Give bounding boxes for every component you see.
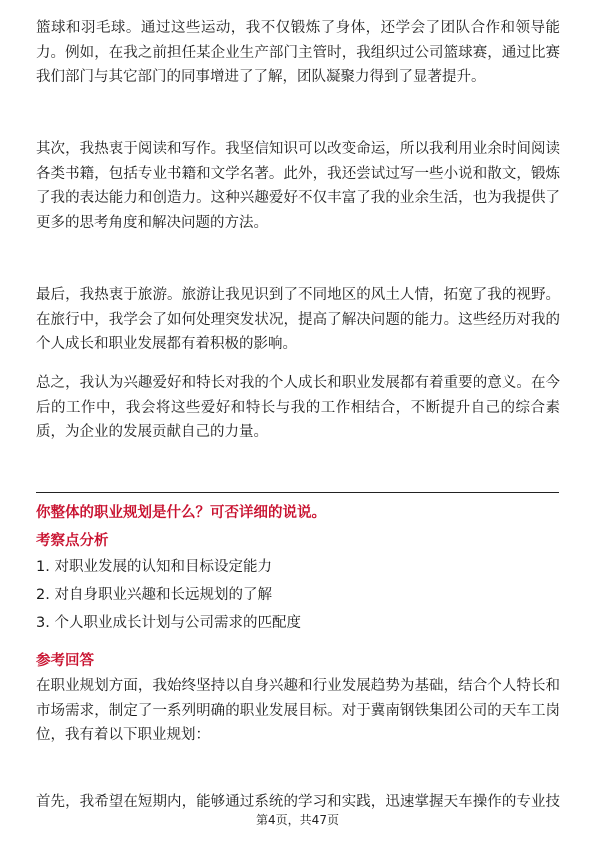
text-line: 我们部门与其它部门的同事增进了了解，团队凝聚力得到了显著提升。 [36,69,486,85]
analysis-item: 2. 对自身职业兴趣和长远规划的了解 [36,587,272,603]
text-line: 质，为企业的发展贡献自己的力量。 [36,424,268,440]
text-line: 后的工作中，我会将这些爱好和特长与我的工作相结合，不断提升自己的综合素 [36,399,560,416]
paragraph-summary [36,371,560,445]
text-line: 个人成长和职业发展都有着积极的影响。 [36,336,297,352]
text-line: 总之，我认为兴趣爱好和特长对我的个人成长和职业发展都有着重要的意义。在今 [36,375,560,391]
analysis-heading: 考察点分析 [36,533,109,549]
text-line: 在旅行中，我学会了如何处理突发状况，提高了解决问题的能力。这些经历对我的 [36,311,560,328]
page-number: 第4页，共47页 [256,813,339,827]
question-heading: 你整体的职业规划是什么？可否详细的说说。 [36,505,326,521]
answer-paragraph [36,674,560,748]
text-line: 各类书籍，包括专业书籍和文学名著。此外，我还尝试过写一些小说和散文，锻炼 [36,165,560,182]
text-line: 市场需求，制定了一系列明确的职业发展目标。对于冀南钢铁集团公司的天车工岗 [36,702,560,719]
text-line: 位，我有着以下职业规划： [36,727,210,743]
text-line: 其次，我热衷于阅读和写作。我坚信知识可以改变命运，所以我利用业余时间阅读 [36,141,560,157]
text-line: 篮球和羽毛球。通过这些运动，我不仅锻炼了身体，还学会了团队合作和领导能 [36,20,560,36]
text-line: 力。例如，在我之前担任某企业生产部门主管时，我组织过公司篮球赛，通过比赛 [36,44,560,61]
text-line: 最后，我热衷于旅游。旅游让我见识到了不同地区的风土人情，拓宽了我的视野。 [36,287,560,303]
paragraph-reading [36,137,560,235]
text-line: 了我的表达能力和创造力。这种兴趣爱好不仅丰富了我的业余生活，也为我提供了 [36,190,560,206]
paragraph-sports [36,16,560,90]
answer-heading: 参考回答 [36,653,94,669]
analysis-item: 1. 对职业发展的认知和目标设定能力 [36,559,272,575]
paragraph-travel [36,283,560,357]
answer-paragraph [36,790,560,815]
text-line: 更多的思考角度和解决问题的方法。 [36,214,268,231]
text-line: 在职业规划方面，我始终坚持以自身兴趣和行业发展趋势为基础，结合个人特长和 [36,678,560,694]
section-divider [36,492,559,493]
analysis-item: 3. 个人职业成长计划与公司需求的匹配度 [36,615,301,631]
text-line: 首先，我希望在短期内，能够通过系统的学习和实践，迅速掌握天车操作的专业技 [36,794,560,810]
